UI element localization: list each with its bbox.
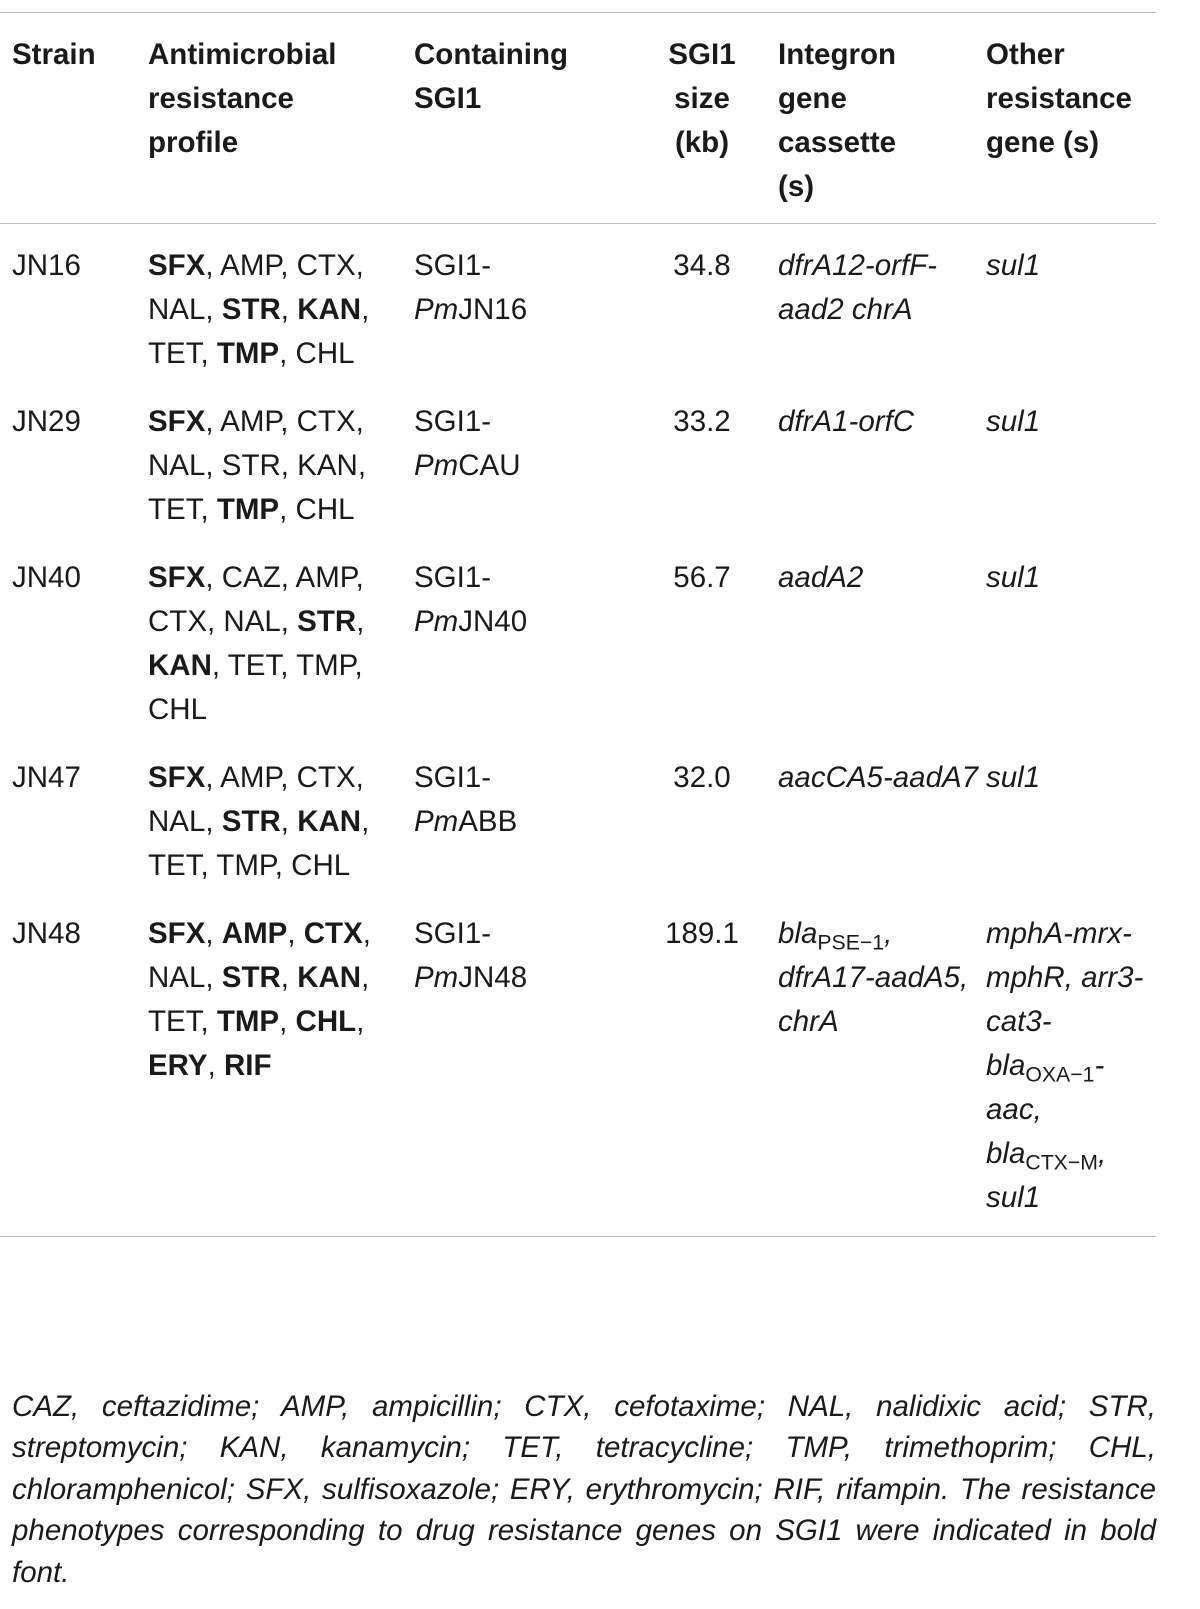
profile-part: TMP [216,1005,280,1038]
sgi-species: Pm [414,961,459,994]
strain-cell: JN48 [0,892,148,1237]
profile-part: , TET, TMP, CHL [148,649,363,726]
sgi-suffix: CAU [458,449,521,482]
table-row [0,224,1156,381]
sgi-suffix: JN48 [458,961,528,994]
other-cell: sul1 [986,561,1041,594]
cassette-part: dfrA12-orfF-aad2 [778,249,938,326]
sgi-suffix: JN40 [458,605,528,638]
sgi-cell [414,892,626,1237]
profile-part: , [287,917,304,950]
profile-part: , [280,805,298,838]
profile-part: , [356,1005,365,1038]
sgi-cell [414,380,626,536]
profile-part: , [207,1049,224,1082]
sgi-species: Pm [414,605,459,638]
size-cell: 32.0 [673,761,731,794]
cassette-cell [778,536,986,736]
profile-part: KAN [297,961,362,994]
cassette-cell [778,224,986,381]
sgi-species: Pm [414,293,459,326]
profile-part: , TET, TMP, CHL [148,805,370,882]
cassette-cell [778,380,986,536]
profile-part: SFX [148,405,206,438]
profile-part: , [356,605,365,638]
strain-cell: JN29 [12,405,81,438]
cassette-part: , dfrA17-aadA5, chrA [778,917,969,1038]
profile-part: STR [221,805,281,838]
profile-part: , [205,917,222,950]
header-other: Other resistance gene (s) [986,13,1156,224]
cassette-part: bla [778,917,818,950]
sgi-species: Pm [414,805,459,838]
profile-part: STR [221,293,281,326]
sgi-cell [414,224,626,381]
profile-part: RIF [223,1049,272,1082]
profile-part: CHL [295,1005,357,1038]
resistance-table [0,12,1156,1237]
profile-part: , CHL [279,337,355,370]
profile-part: , AMP, CTX, NAL, [148,249,364,326]
sgi-cell [414,736,626,892]
sgi-prefix: SGI1- [414,761,492,794]
cassette-part: aadA2 [778,561,864,594]
profile-part: , TET, [148,293,370,370]
sgi-suffix: ABB [458,805,518,838]
profile-part: KAN [297,293,362,326]
table-footnote: CAZ, ceftazidime; AMP, ampicillin; CTX, cefotaxime; NAL, nalidixic acid; STR, streptomycin; KAN, kanamycin; TET, tetracycline; TMP, trimethoprim; CHL, chloramphenicol; SFX, sulfisoxazole; ERY, erythromycin; RIF, rifampin. The resistance phenotypes corresponding to drug resistance genes on SGI1 were indicated in bold font. [12,1389,1156,1589]
profile-part: SFX [148,761,206,794]
profile-part: , AMP, CTX, NAL, [148,761,364,838]
header-row [0,13,1156,224]
profile-part: , [280,293,298,326]
cassette-subscript: PSE−1 [817,930,885,955]
size-cell: 34.8 [673,249,731,282]
profile-part: , NAL, [148,917,371,994]
profile-cell [148,536,414,736]
sgi-prefix: SGI1- [414,917,492,950]
size-cell: 189.1 [626,892,778,1237]
other-part: mphA-mrx-mphR, arr3-cat3-bla [986,917,1144,1082]
other-cell: sul1 [986,761,1041,794]
profile-part: KAN [297,805,362,838]
sgi-prefix: SGI1- [414,561,492,594]
profile-part: TMP [216,337,280,370]
profile-part: , CAZ, AMP, CTX, NAL, [148,561,364,638]
profile-part: SFX [148,561,206,594]
other-subscript: CTX−M [1025,1150,1098,1175]
profile-part: STR [297,605,357,638]
header-size: SGI1 size (kb) [626,13,778,224]
table-row [0,892,1156,1237]
profile-part: STR [221,961,281,994]
profile-part: AMP [221,917,288,950]
profile-part: CTX [303,917,363,950]
header-cassette: Integron gene cassette (s) [778,13,986,224]
cassette-part: dfrA1-orfC [778,405,915,438]
other-cell [986,892,1156,1237]
cassette-part: chrA [851,293,913,326]
cassette-cell [778,736,986,892]
profile-cell [148,224,414,381]
sgi-prefix: SGI1- [414,249,492,282]
strain-cell: JN47 [12,761,81,794]
profile-cell [148,736,414,892]
profile-part: SFX [148,249,206,282]
strain-cell: JN40 [12,561,81,594]
other-subscript: OXA−1 [1025,1062,1095,1087]
profile-part: , TET, [148,961,370,1038]
sgi-prefix: SGI1- [414,405,492,438]
profile-part: TMP [216,493,280,526]
other-part: -aac, bla [986,1049,1105,1170]
sgi-cell [414,536,626,736]
profile-cell [148,892,414,1237]
profile-part: , [280,961,298,994]
profile-part: , AMP, CTX, NAL, STR, KAN, TET, [148,405,367,526]
sgi-suffix: JN16 [458,293,528,326]
header-profile: Antimicrobial resistance profile [148,13,414,224]
profile-cell [148,380,414,536]
header-containing: Containing SGI1 [414,13,626,224]
header-strain: Strain [0,13,148,224]
profile-part: SFX [148,917,206,950]
table-row [0,380,1156,536]
profile-part: , CHL [279,493,355,526]
table-row [0,536,1156,736]
cassette-cell [778,892,986,1237]
table-row [0,736,1156,892]
strain-cell: JN16 [12,249,81,282]
other-cell: sul1 [986,249,1041,282]
profile-part: , [279,1005,296,1038]
cassette-part: aacCA5-aadA7 [778,761,979,794]
profile-part: KAN [148,649,212,682]
size-cell: 56.7 [673,561,731,594]
other-cell: sul1 [986,405,1041,438]
size-cell: 33.2 [673,405,731,438]
profile-part: ERY [148,1049,208,1082]
sgi-species: Pm [414,449,459,482]
other-part: , sul1 [986,1137,1107,1214]
